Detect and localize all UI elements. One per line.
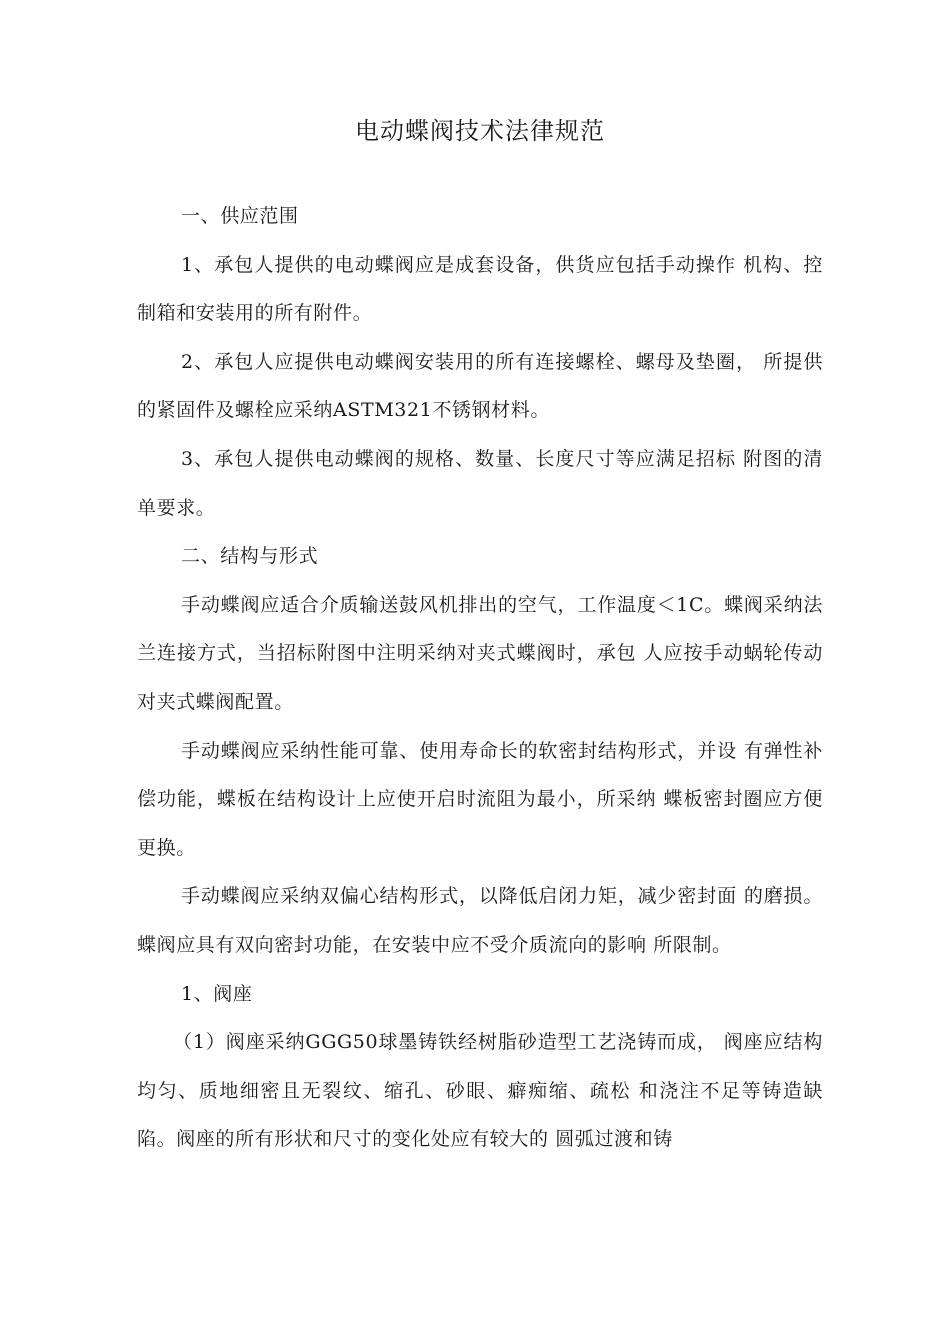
paragraph-structure-3: 手动蝶阀应采纳双偏心结构形式，以降低启闭力矩，减少密封面 的磨损。蝶阀应具有双向密封功能，在安装中应不受介质流向的影响 所限制。 [137,885,823,956]
section-heading-supply-scope: 一、供应范围 [181,205,299,227]
paragraph-structure-2: 手动蝶阀应采纳性能可靠、使用寿命长的软密封结构形式，并设 有弹性补偿功能，蝶板在结构设计上应使开启时流阻为最小，所采纳 蝶板密封圈应方便更换。 [137,739,823,859]
paragraph-supply-1: 1、承包人提供的电动蝶阀应是成套设备，供货应包括手动操作 机构、控制箱和安装用的所有附件。 [137,253,823,325]
document-title: 电动蝶阀技术法律规范 [355,117,605,145]
paragraph-valve-seat-1: （1）阀座采纳GGG50球墨铸铁经树脂砂造型工艺浇铸而成， 阀座应结构均匀、质地细密且无裂纹、缩孔、砂眼、癖痴缩、疏松 和浇注不足等铸造缺陷。阀座的所有形状和尺寸的变化处应有较大的 圆弧过渡和铸 [137,1031,823,1151]
paragraph-supply-2: 2、承包人应提供电动蝶阀安装用的所有连接螺栓、螺母及垫圈， 所提供的紧固件及螺栓应采纳ASTM321不锈钢材料。 [137,350,823,422]
paragraph-supply-3: 3、承包人提供电动蝶阀的规格、数量、长度尺寸等应满足招标 附图的清单要求。 [137,447,823,519]
paragraph-structure-1: 手动蝶阀应适合介质输送鼓风机排出的空气，工作温度＜1C。蝶阀采纳法兰连接方式，当招标附图中注明采纳对夹式蝶阀时，承包 人应按手动蜗轮传动对夹式蝶阀配置。 [137,593,823,713]
section-heading-structure: 二、结构与形式 [181,545,319,568]
subsection-heading-valve-seat: 1、阀座 [181,982,253,1005]
